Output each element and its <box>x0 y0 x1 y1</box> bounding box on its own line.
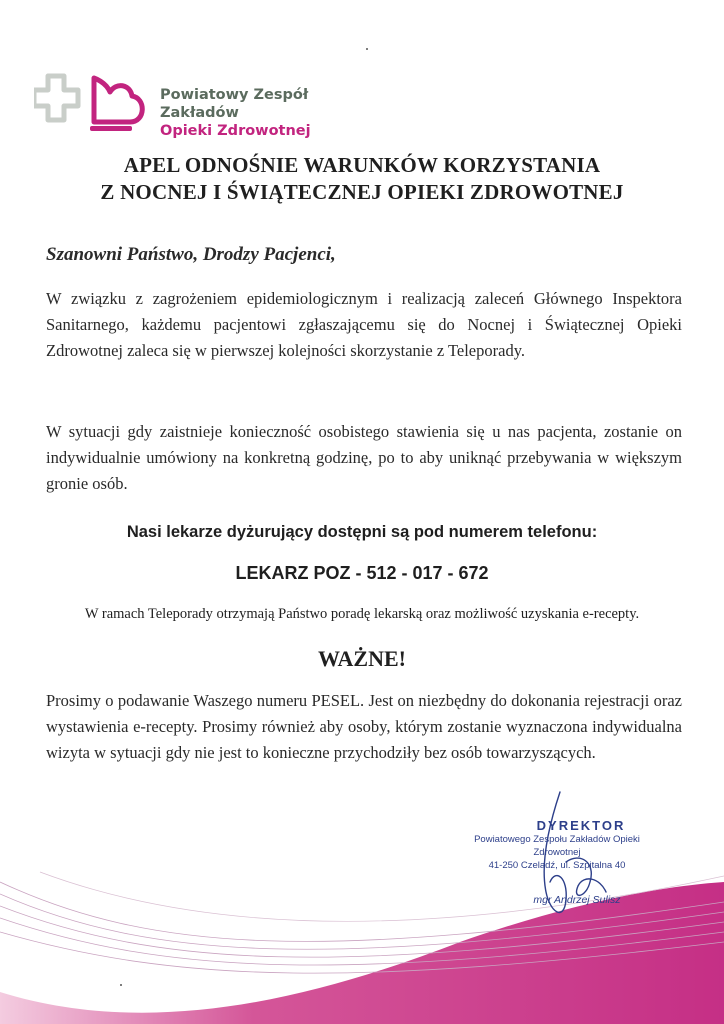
stamp-title: DYREKTOR <box>536 818 626 833</box>
director-stamp <box>452 818 662 906</box>
cross-heart-logo-icon <box>34 68 154 138</box>
title-line2: Z NOCNEJ I ŚWIĄTECZNEJ OPIEKI ZDROWOTNEJ <box>100 180 624 204</box>
title-line1: APEL ODNOŚNIE WARUNKÓW KORZYSTANIA <box>123 153 601 177</box>
stamp-line2: 41-250 Czeladź, ul. Szpitalna 40 <box>488 860 626 871</box>
org-name-line2: Opieki Zdrowotnej <box>160 123 311 139</box>
paragraph-pesel: Prosimy o podawanie Waszego numeru PESEL. Jest on niezbędny do dokonania rejestracji oraz wystawienia e-recepty. Prosimy również aby osoby, którym zostanie wyznaczona indywidualna wizyta w sytuacji gdy nie jest to konieczne przychodziły bez osób towarzyszących. <box>46 691 682 762</box>
paragraph-teleporada: W związku z zagrożeniem epidemiologicznym i realizacją zaleceń Głównego Inspektora Sanitarnego, każdemu pacjentowi zgłaszającemu się do Nocnej i Świątecznej Opieki Zdrowotnej zaleca się w pierwszej kolejności skorzystanie z Teleporady. <box>46 289 682 360</box>
stamp-signatory: mgr Andrzej Sulisz <box>533 894 621 906</box>
phone-heading: Nasi lekarze dyżurujący dostępni są pod numerem telefonu: <box>126 523 598 541</box>
stamp-line1: Powiatowego Zespołu Zakładów Opieki Zdrowotnej <box>474 834 640 858</box>
paragraph-appointment: W sytuacji gdy zaistnieje konieczność osobistego stawienia się u nas pacjenta, zostanie on indywidualnie umówiony na konkretną godzinę, po to aby uniknąć przebywania w większym gronie osób. <box>46 422 682 493</box>
phone-number: LEKARZ POZ - 512 - 017 - 672 <box>235 563 489 583</box>
teleporada-note: W ramach Teleporady otrzymają Państwo poradę lekarską oraz możliwość uzyskania e-recepty. <box>84 606 640 622</box>
organization-name <box>160 86 374 140</box>
important-heading: WAŻNE! <box>317 646 406 671</box>
salutation: Szanowni Państwo, Drodzy Pacjenci, <box>46 244 336 265</box>
org-name-line1: Powiatowy Zespół Zakładów <box>160 87 309 121</box>
document-title <box>40 152 684 206</box>
scan-speck <box>366 48 368 50</box>
header-logo <box>34 68 374 138</box>
scan-speck <box>120 984 122 986</box>
